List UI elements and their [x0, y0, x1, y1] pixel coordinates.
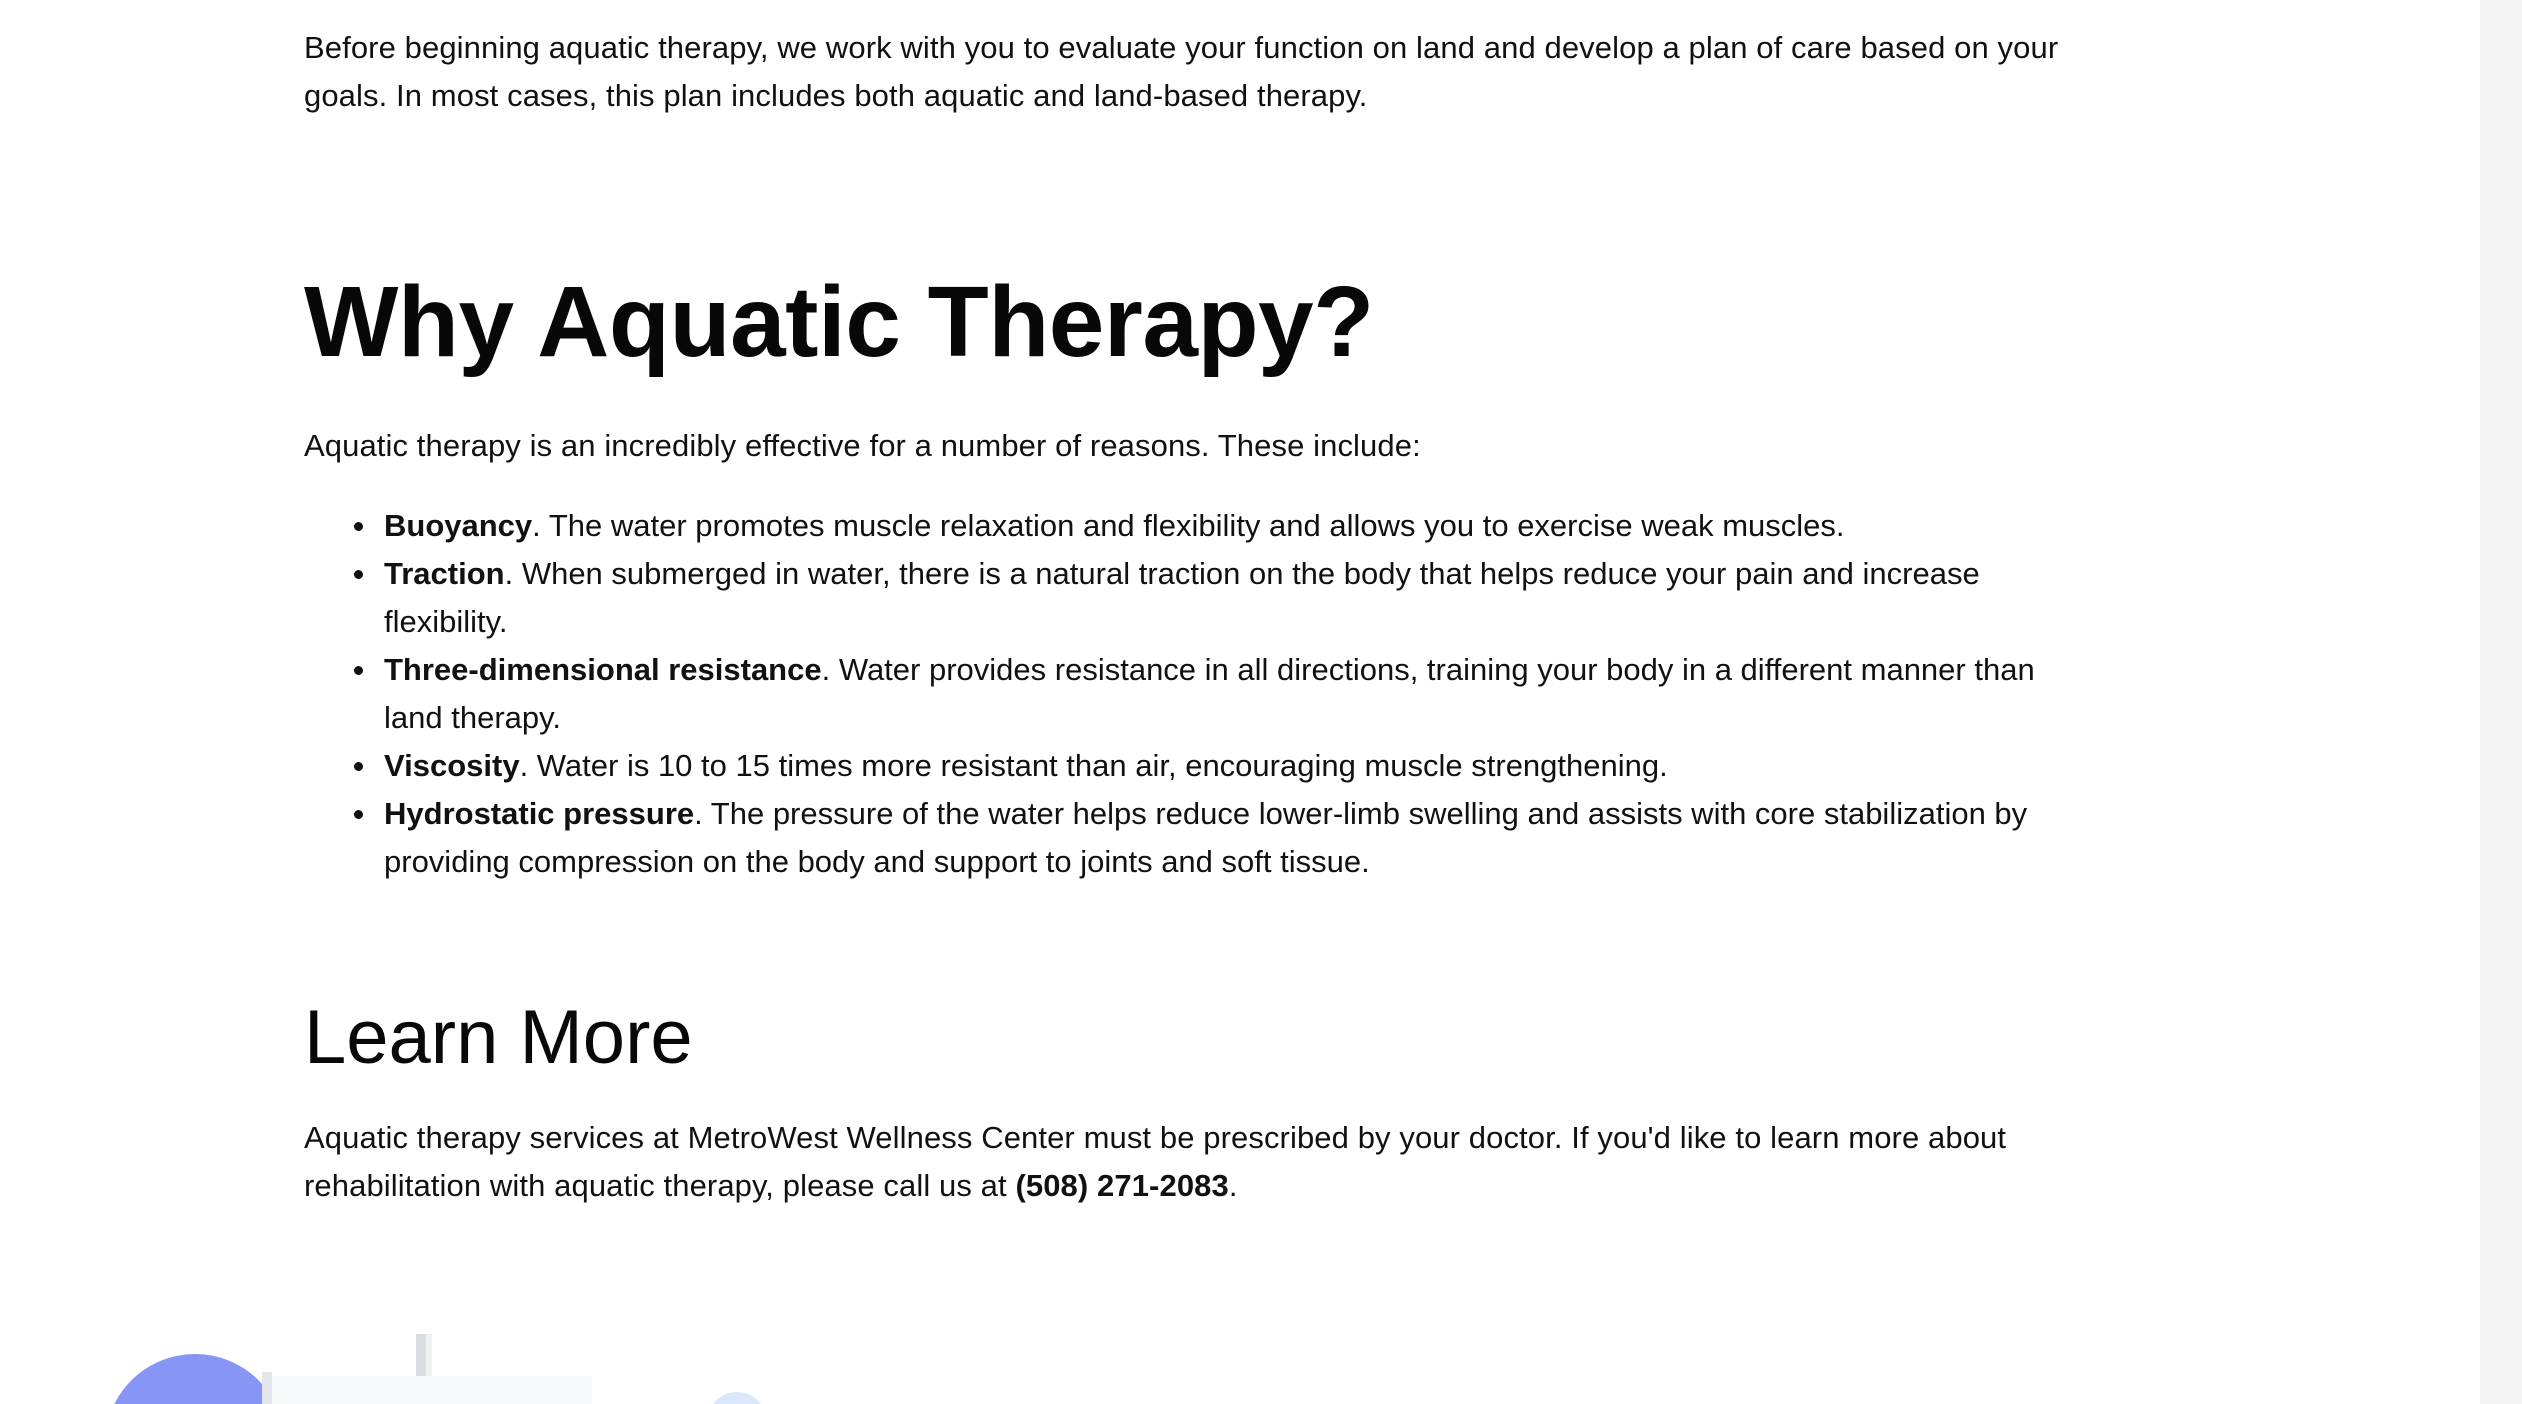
- page-scroll-gutter[interactable]: [2480, 0, 2522, 1404]
- decor-bubble: [707, 1392, 767, 1404]
- reason-text: . When submerged in water, there is a natural traction on the body that helps reduce your pain and increase flexibility.: [384, 556, 1980, 639]
- list-item: [384, 790, 2094, 886]
- why-lead-paragraph: Aquatic therapy is an incredibly effective for a number of reasons. These include:: [304, 428, 1421, 463]
- why-aquatic-therapy-heading: Why Aquatic Therapy?: [304, 266, 1374, 378]
- bullet-icon: [354, 522, 363, 531]
- decor-circle-shape: [105, 1354, 285, 1404]
- list-item: [384, 742, 2094, 790]
- bullet-icon: [354, 666, 363, 675]
- reason-term: Traction: [384, 556, 505, 591]
- reason-term: Viscosity: [384, 748, 520, 783]
- decorative-illustration: [0, 1300, 900, 1404]
- reason-text: . The water promotes muscle relaxation and flexibility and allows you to exercise weak muscles.: [532, 508, 1845, 543]
- learn-more-text: Aquatic therapy services at MetroWest Wellness Center must be prescribed by your doctor. If you'd like to learn more about rehabilitation with aquatic therapy, please call us at: [304, 1120, 2007, 1203]
- phone-link[interactable]: (508) 271-2083: [1015, 1168, 1229, 1203]
- learn-more-paragraph: [304, 1114, 2094, 1210]
- list-item: [384, 502, 2094, 550]
- pool-illustration-icon: [0, 1300, 900, 1404]
- learn-more-heading: Learn More: [304, 995, 693, 1080]
- list-item: [384, 646, 2094, 742]
- reason-text: . Water is 10 to 15 times more resistant than air, encouraging muscle strengthening.: [519, 748, 1668, 783]
- bullet-icon: [354, 810, 363, 819]
- reason-term: Hydrostatic pressure: [384, 796, 695, 831]
- decor-panel-left: [262, 1372, 272, 1404]
- reason-term: Buoyancy: [384, 508, 533, 543]
- bullet-icon: [354, 570, 363, 579]
- reason-text: . The pressure of the water helps reduce lower-limb swelling and assists with core stabilization by providing compression on the body and support to joints and soft tissue.: [384, 796, 2028, 879]
- decor-panel-edge: [272, 1376, 592, 1404]
- reasons-list: [304, 502, 2094, 886]
- learn-more-end: .: [1228, 1168, 1238, 1203]
- reason-text: . Water provides resistance in all directions, training your body in a different manner than land therapy.: [384, 652, 2035, 735]
- intro-paragraph: Before beginning aquatic therapy, we work with you to evaluate your function on land and develop a plan of care based on your goals. In most cases, this plan includes both aquatic and land-based therapy.: [304, 30, 2059, 113]
- reason-term: Three-dimensional resistance: [384, 652, 822, 687]
- list-item: [384, 550, 2094, 646]
- bullet-icon: [354, 762, 363, 771]
